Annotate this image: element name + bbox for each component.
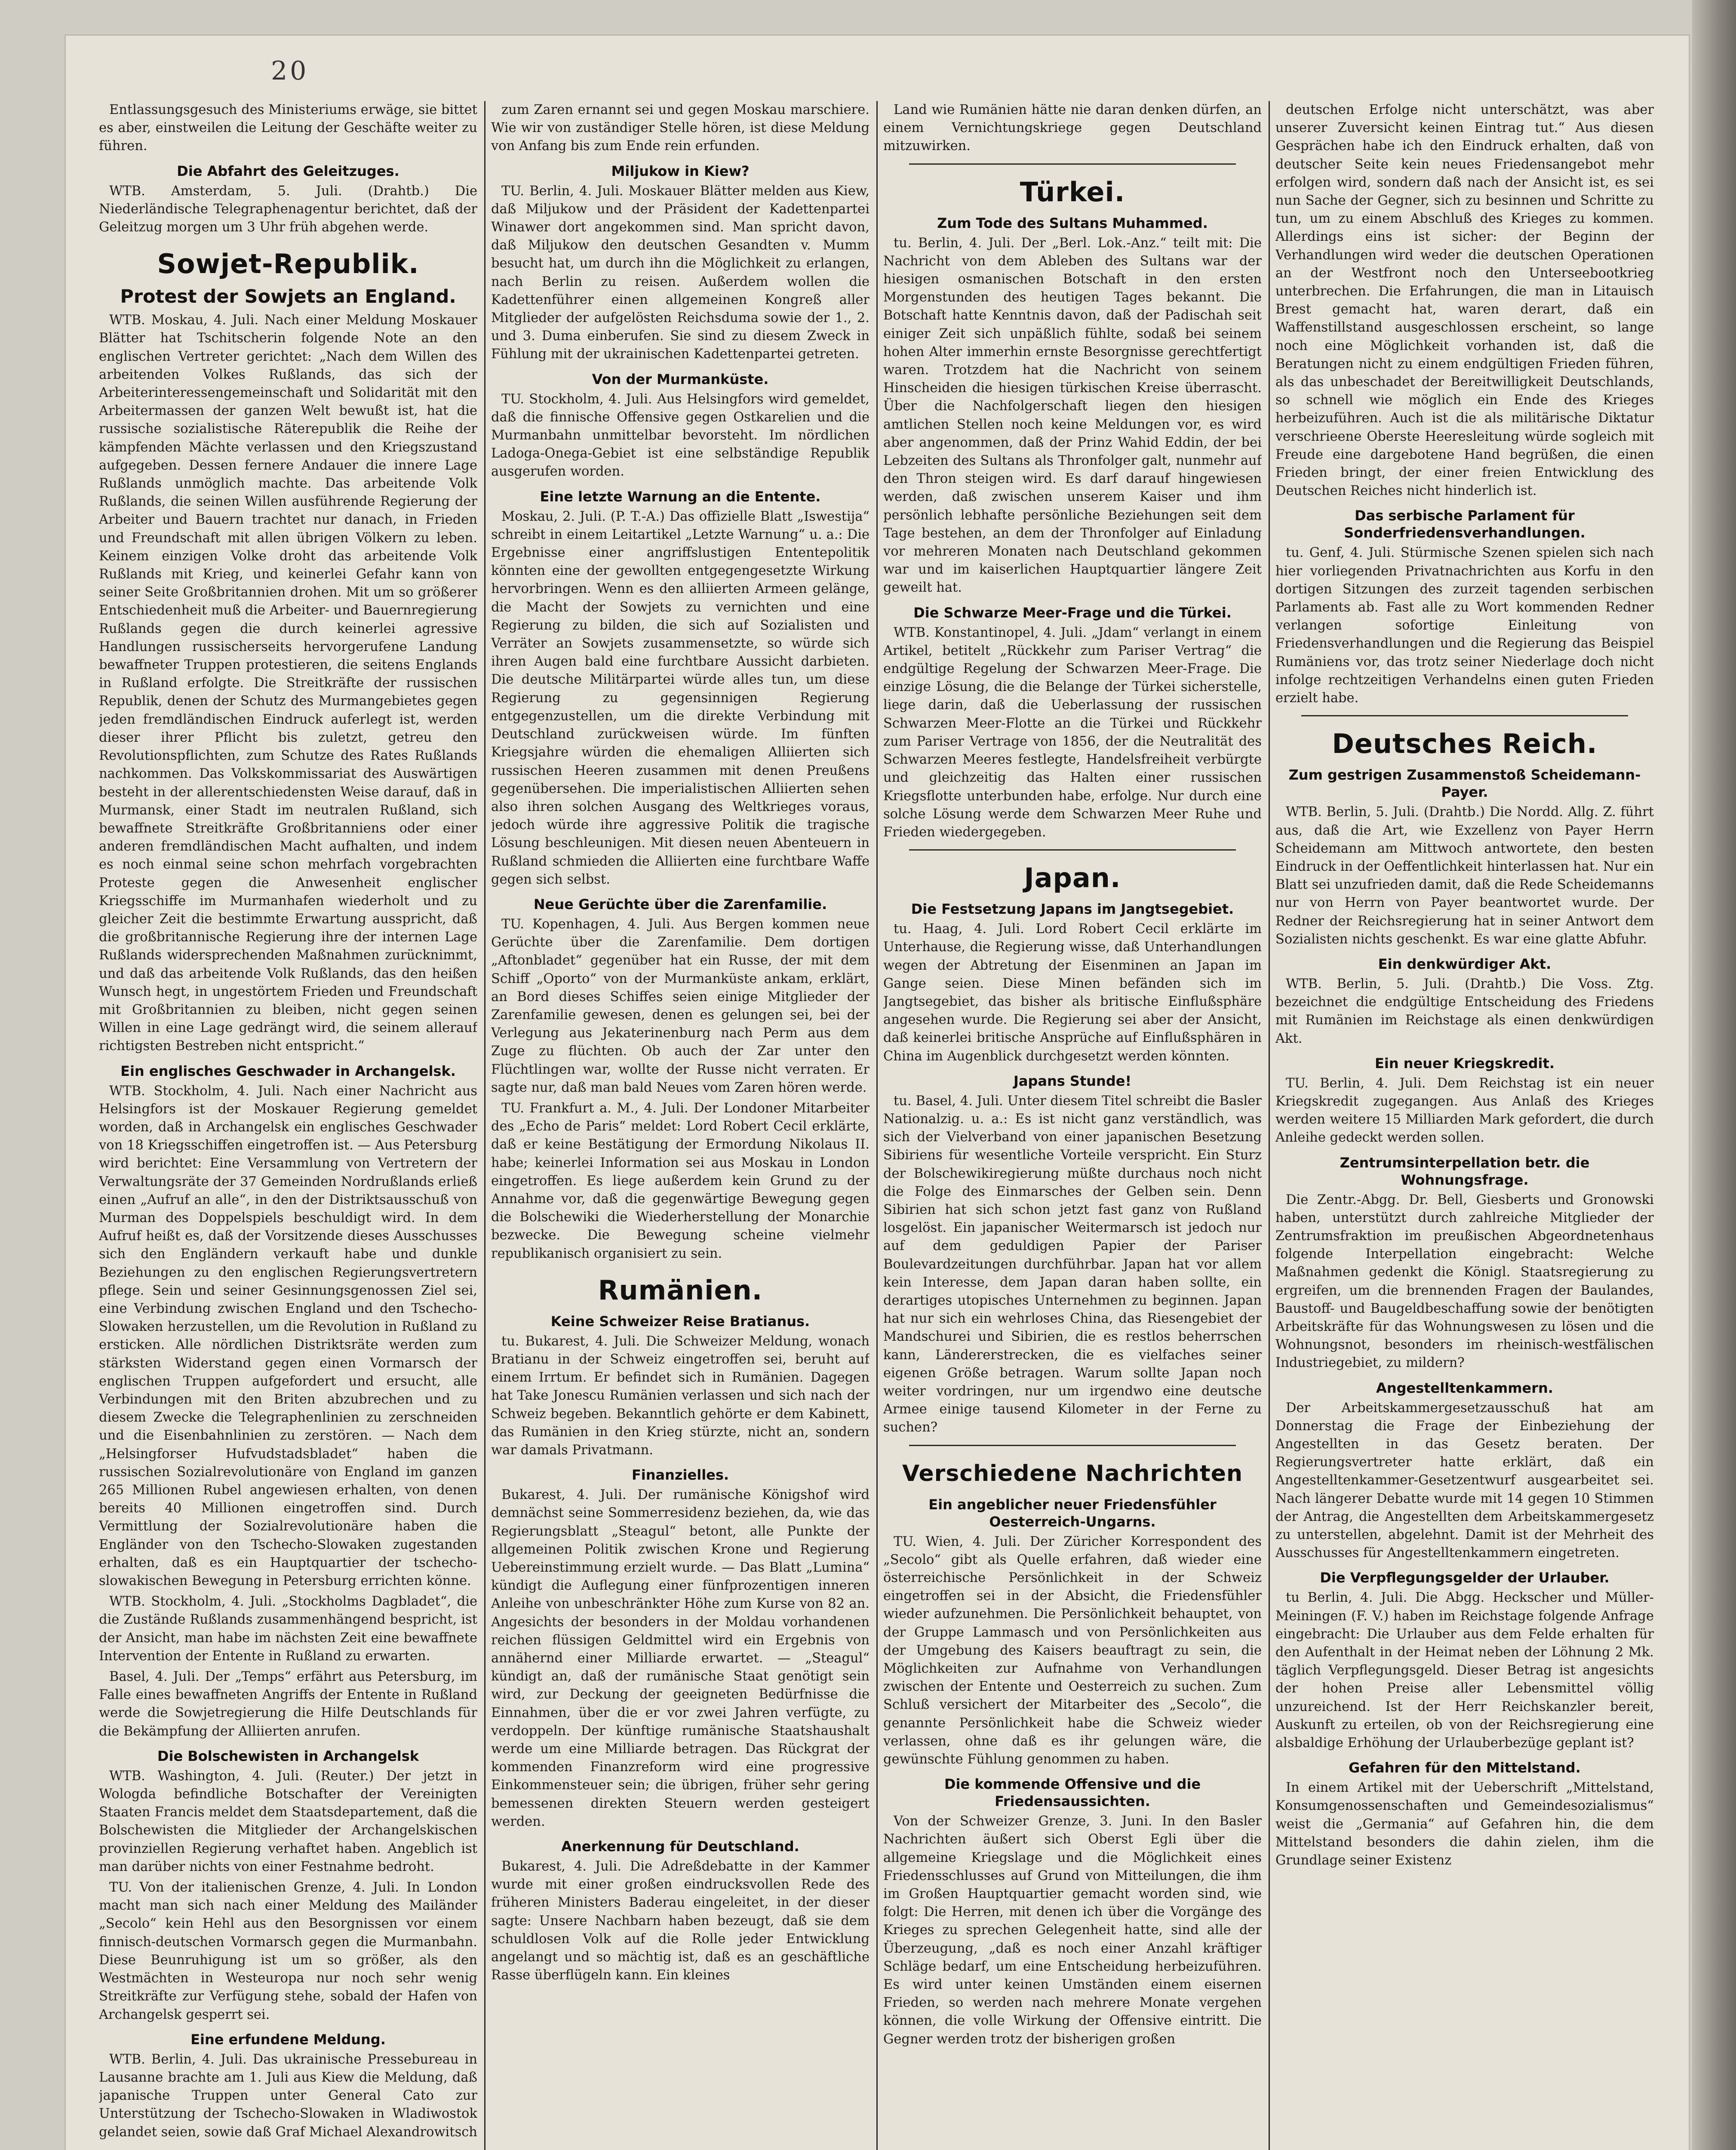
article-continuation: Entlassungsgesuch des Ministeriums erwäge, sie bittet es aber, einstweilen die Leitung der Geschäfte weiter zu führen. <box>99 102 477 154</box>
book-spine <box>1692 0 1736 2150</box>
section-separator <box>909 1445 1236 1446</box>
section-separator <box>909 163 1236 165</box>
article-body: TU. Stockholm, 4. Juli. Aus Helsingfors wird gemeldet, daß die finnische Offensive gegen Ostkarelien und die Murmanbahn unmittelbar bevorsteht. Im nördlichen Ladoga-Onega-Gebiet ist eine selbständige Republik ausgerufen worden. <box>491 391 870 479</box>
article-body: Von der Schweizer Grenze, 3. Juni. In den Basler Nachrichten äußert sich Oberst Egli über die allgemeine Kriegslage und die Möglichkeit eines Friedensschlusses auf Grund von Mitteilungen, die ihm im Großen Hauptquartier gemacht worden sind, wie folgt: Die Herren, mit denen ich über die Vorgänge des Krieges zu sprechen Gelegenheit hatte, sind alle der Überzeugung, „daß es noch einer Anzahl kräftiger Schläge bedarf, um eine Entscheidung herbeizuführen. Es wird unter keinen Umständen einem eisernen Frieden, so werden nach mehrere Monate vergehen können, die volle Wirkung der Offensive eintritt. Die Gegner werden trotz der bisherigen großen <box>883 1814 1262 2047</box>
column-rule <box>876 101 878 2150</box>
article-body: Moskau, 2. Juli. (P. T.-A.) Das offizielle Blatt „Iswestija“ schreibt in einem Leitartikel „Letzte Warnung“ u. a.: Die Ergebnisse einer angriffslustigen Ententepolitik könnten eine der gewollten entgegengesetzte Wirkung hervorbringen. Wenn es den alliierten Armeen gelänge, die Macht der Sowjets zu vernichten und eine Regierung zu bilden, die sich auf Sozialisten und Verräter an Sowjets zusammensetzte, so würde sich ihren Augen bald eine furchtbare Aussicht darbieten. Die deutsche Militärpartei würde alles tun, um diese Regierung zu gegensinnigen Regierung entgegenzustellen, um die direkte Verbindung mit Deutschland zurückweisen würde. Im fünften Kriegsjahre würden die ehemaligen Alliierten sich russischen Heeren zusammen mit denen Preußens gegenübersehen. Die imperialistischen Alliierten sehen also ihren solchen Ausgang des Weltkrieges voraus, jedoch würde ihre aggressive Politik die tragische Lösung beschleunigen. Mit diesen neuen Abenteuern in Rußland schmieden die Alliierten eine furchtbare Waffe gegen sich selbst. <box>491 509 870 887</box>
article-body: TU. Berlin, 4. Juli. Dem Reichstag ist ein neuer Kriegskredit zugegangen. Aus Anlaß des Krieges werden weitere 15 Milliarden Mark gefordert, die durch Anleihe gedeckt werden sollen. <box>1275 1075 1654 1146</box>
article-heading: Zum Tode des Sultans Muhammed. <box>937 215 1208 231</box>
article-heading: Die Abfahrt des Geleitzuges. <box>177 163 399 179</box>
article-heading: Ein neuer Kriegskredit. <box>1375 1055 1555 1072</box>
section-heading: Deutsches Reich. <box>1332 728 1598 760</box>
article-heading: Neue Gerüchte über die Zarenfamilie. <box>533 896 827 912</box>
section-heading: Sowjet-Republik. <box>157 248 419 280</box>
article-heading: Die Festsetzung Japans im Jangtsegebiet. <box>911 901 1234 918</box>
article-body: WTB. Stockholm, 4. Juli. „Stockholms Dagbladet“, die die Zustände Rußlands zusammenhängend bespricht, ist der Ansicht, man habe im nächsten Zeit eine bewaffnete Intervention der Entente in Rußland zu erwarten. <box>99 1594 477 1664</box>
article-body: TU. Von der italienischen Grenze, 4. Juli. In London macht man sich nach einer Meldung des Mailänder „Secolo“ kein Hehl aus den Besorgnissen vor einem finnisch-deutschen Vormarsch gegen die Murmanbahn. Diese Beunruhigung ist um so größer, als den Westmächten in Westeuropa nur noch sehr wenig Streitkräfte zur Verfügung stehe, sobald der Hafen von Archangelsk gesperrt sei. <box>99 1880 477 2022</box>
section-heading: Verschiedene Nachrichten <box>902 1460 1243 1487</box>
article-heading: Das serbische Parlament für Sonderfriedensverhandlungen. <box>1344 507 1585 541</box>
article-continuation: deutschen Erfolge nicht unterschätzt, was aber unserer Zuversicht keinen Eintrag tut.“ Aus diesen Gesprächen habe ich den Eindruck erhalten, daß von deutscher Seite kein neues Friedensangebot mehr erfolgen wird, sondern daß nach der Ansicht ist, es sei nun Sache der Gegner, sich zu besinnen und Schritte zu tun, um zu einem Abschluß des Krieges zu kommen. Allerdings eins ist sicher: der Beginn der Verhandlungen wird weder die deutschen Operationen an der Westfront noch den Unterseebootkrieg unterbrechen. Die Erfahrungen, die man in Litauisch Brest gemacht hat, waren derart, daß ein Waffenstillstand ausgeschlossen erscheint, so lange noch eine Möglichkeit vorhanden ist, daß die Beratungen nicht zu einem endgültigen Frieden führen, als das unbeschadet der Bereitwilligkeit Deutschlands, so schnell wie möglich ein Ende des Krieges herbeizuführen. Auch ist die als militärische Diktatur verschrieene Oberste Heeresleitung würde sogleich mit Freude eine dargebotene Hand begrüßen, die einen Frieden bringt, der einer freien Entwicklung des Deutschen Reiches nicht hinderlich ist. <box>1275 102 1654 499</box>
article-heading: Miljukow in Kiew? <box>611 163 750 179</box>
section-separator <box>1301 715 1628 716</box>
column-3 <box>883 101 1262 2150</box>
article-body: Der Arbeitskammergesetzausschuß hat am Donnerstag die Frage der Einbeziehung der Angestellten in das Gesetz beraten. Der Regierungsvertreter hatte erklärt, daß ein Angestelltenkammer-Gesetzentwurf ausgearbeitet sei. Nach längerer Debatte wurde mit 14 gegen 10 Stimmen der Antrag, die Angestellten dem Arbeitskammergesetz zu unterstellen, abgelehnt. Damit ist der Mehrheit des Ausschusses für Angestelltenkammern eingetreten. <box>1275 1400 1654 1561</box>
article-body: tu Berlin, 4. Juli. Die Abgg. Heckscher und Müller-Meiningen (F. V.) haben im Reichstage folgende Anfrage eingebracht: Die Urlauber aus dem Felde erhalten für den Aufenthalt in der Heimat neben der Löhnung 2 Mk. täglich Verpflegungsgeld. Dieser Betrag ist angesichts der hohen Preise aller Lebensmittel völlig unzureichend. Ist der Herr Reichskanzler bereit, Auskunft zu erteilen, ob von der Reichsregierung eine alsbaldige Erhöhung der Urlauberbezüge geplant ist? <box>1275 1590 1654 1751</box>
article-body: tu. Berlin, 4. Juli. Der „Berl. Lok.-Anz.“ teilt mit: Die Nachricht von dem Ableben des Sultans war der hiesigen osmanischen Botschaft in den ersten Morgenstunden des heutigen Tages bekannt. Die Botschaft hatte Kenntnis davon, daß der Padischah seit einiger Zeit sich unpäßlich fühlte, sodaß bei seinem hohen Alter immerhin ernste Besorgnisse gerechtfertigt waren. Trotzdem hat die Nachricht von seinem Hinscheiden die hiesigen türkischen Kreise überrascht. Über die Nachfolgerschaft liegen den hiesigen amtlichen Stellen noch keine Meldungen vor, es wird aber angenommen, daß der Prinz Wahid Eddin, der bei Lebzeiten des Sultans als Thronfolger galt, nunmehr auf den Thron steigen wird. Es darf darauf hingewiesen werden, daß zwischen unserem Kaiser und ihm persönlich lebhafte persönliche Beziehungen seit dem Tage bestehen, an dem der Thronfolger auf Einladung vor mehreren Monaten nach Deutschland gekommen war und im kaiserlichen Hauptquartier längere Zeit geweilt hat. <box>883 235 1262 596</box>
article-heading: Von der Murmanküste. <box>592 371 769 387</box>
column-rule <box>1269 101 1270 2150</box>
article-heading: Japans Stunde! <box>1013 1072 1132 1089</box>
article-body: WTB. Moskau, 4. Juli. Nach einer Meldung Moskauer Blätter hat Tschitscherin folgende Note an den englischen Vertreter gerichtet: „Nach dem Willen des arbeitenden Volkes Rußlands, das sich der Arbeiterinteressengemeinschaft und Solidarität mit den Arbeitermassen der ganzen Welt bewußt ist, hat die russische sozialistische Räterepublik die Reihe der kämpfenden Mächte verlassen und den Kriegszustand aufgegeben. Dessen fernere Andauer die innere Lage Rußlands unmöglich machte. Das arbeitende Volk Rußlands, die seinen Willen ausführende Regierung der Arbeiter und Bauern trachtet nur danach, in Frieden und Freundschaft mit allen übrigen Völkern zu leben. Keinem einzigen Volke droht das arbeitende Volk Rußlands mit Krieg, und keinerlei Gefahr kann von seiner Seite Großbritannien drohen. Mit um so größerer Entschiedenheit muß die Arbeiter- und Bauernregierung Rußlands gegen die durch keinerlei agressive Handlungen russischerseits hervorgerufene Landung bewaffneter Truppen protestieren, die seitens Englands in Rußland erfolgte. Die Streitkräfte der russischen Republik, denen der Schutz des Murmangebietes gegen jeden fremdländischen Eindruck auferlegt ist, werden dieser ihrer Pflicht bis zuletzt, getreu den Revolutionspflichten, zum Schutze des Rates Rußlands nachkommen. Das Volkskommissariat des Auswärtigen besteht in der allerentschiedensten Weise darauf, daß in Murmansk, einer Stadt im neutralen Rußland, sich bewaffnete Streitkräfte Großbritanniens oder einer anderen fremdländischen Macht aufhalten, und indem es noch einmal seine schon mehrfach vorgebrachten Proteste gegen die Anwesenheit englischer Kriegsschiffe im Murmanhafen wiederholt und zu gleicher Zeit die bestimmte Erwartung ausspricht, daß die großbritannische Regierung ihre der internen Lage Rußlands widersprechenden Maßnahmen zurücknimmt, und daß das arbeitende Volk Rußlands, das den heißen Wunsch hegt, in ungestörtem Frieden und Freundschaft mit Großbritannien zu bleiben, nicht gegen seinen Willen in eine Lage gedrängt wird, die seinem allerauf richtigsten Bestreben nicht entspricht.“ <box>99 313 477 1054</box>
article-body: tu. Basel, 4. Juli. Unter diesem Titel schreibt die Basler Nationalzig. u. a.: Es ist nicht ganz verständlich, was sich der Vielverband von einer japanischen Besetzung Sibiriens für wesentliche Vorteile verspricht. Ein Sturz der Bolschewikiregierung müßte durchaus noch nicht die Folge des Einmarsches der Gelben sein. Denn Sibirien hat sich schon jetzt fast ganz von Rußland losgelöst. Ein japanischer Weitermarsch ist jedoch nur auf dem geduldigen Papier der Pariser Boulevardzeitungen durchführbar. Japan hat vor allem kein Interesse, dem Japan daran haben sollte, ein derartiges utopisches Unternehmen zu beginnen. Japan hat nur sich ein wehrloses China, das Riesengebiet der Mandschurei und Sibirien, die es restlos beherrschen kann, Ländererstrecken, die es vielfaches seiner eigenen Größe betragen. Warum sollte Japan noch weiter vordringen, nur um irgendwo eine deutsche Armee einige tausend Kilometer in der Ferne zu suchen? <box>883 1093 1262 1435</box>
newspaper-page <box>65 34 1690 2150</box>
column-2 <box>491 101 870 2150</box>
article-body: Die Zentr.-Abgg. Dr. Bell, Giesberts und Gronowski haben, unterstützt durch zahlreiche Mitglieder der Zentrumsfraktion im preußischen Abgeordnetenhaus folgende Interpellation eingebracht: Welche Maßnahmen gedenkt die Königl. Staatsregierung zu ergreifen, um die brennenden Fragen der Baulandes, Baustoff- und Baugeldbeschaffung sowie der benötigten Arbeitskräfte für das Wohnungswesen zu lösen und die Wohnungsnot, besonders im rheinisch-westfälischen Industriegebiet, zu mildern? <box>1275 1192 1654 1371</box>
article-body: Basel, 4. Juli. Der „Temps“ erfährt aus Petersburg, im Falle eines bewaffneten Angriffs der Entente in Rußland werde die Sowjetregierung die Hilfe Deutschlands für die Bekämpfung der Alliierten anrufen. <box>99 1669 477 1739</box>
article-heading: Zum gestrigen Zusammenstoß Scheidemann-Payer. <box>1288 767 1641 801</box>
article-body: In einem Artikel mit der Ueberschrift „Mittelstand, Konsumgenossenschaften und Gemeindesozialismus“ weist die „Germania“ auf Gefahren hin, die dem Mittelstand besonders die dahin zielen, ihm die Grundlage seiner Existenz <box>1275 1780 1654 1868</box>
article-body: tu. Genf, 4. Juli. Stürmische Szenen spielen sich nach hier vorliegenden Privatnachrichten aus Korfu in den dortigen Sitzungen des zurzeit tagenden serbischen Parlaments ab. Fast alle zu Wort kommenden Redner verlangen sofortige Einleitung von Friedensverhandlungen und die Regierung das Beispiel Rumäniens vor, das trotz seiner Niederlage doch nicht infolge rechtzeitigen Verhandelns einen guten Frieden erzielt habe. <box>1275 545 1654 706</box>
column-4 <box>1275 101 1654 2150</box>
article-heading: Finanzielles. <box>631 1467 729 1484</box>
article-body: tu. Bukarest, 4. Juli. Die Schweizer Meldung, wonach Bratianu in der Schweiz eingetroffen sei, beruht auf einem Irrtum. Er befindet sich in Rumänien. Dagegen hat Take Jonescu Rumänien verlassen und sich nach der Schweiz begeben. Bekanntlich gehörte er dem Kabinett, das Rumänien in den Krieg stürzte, nicht an, sondern war damals Privatmann. <box>491 1333 870 1458</box>
article-heading: Eine erfundene Meldung. <box>190 2031 386 2048</box>
column-1 <box>99 101 477 2150</box>
section-separator <box>909 849 1236 851</box>
article-body: WTB. Konstantinopel, 4. Juli. „Jdam“ verlangt in einem Artikel, betitelt „Rückkehr zum Pariser Vertrag“ die endgültige Regelung der Schwarzen Meer-Frage. Die einzige Lösung, die die Belange der Türkei sicherstelle, liege darin, daß die Ueberlassung der russischen Schwarzen Meer-Flotte an die Türkei und Rückkehr zum Pariser Vertrage von 1856, der die Neutralität des Schwarzen Meeres festlegte, Handelsfreiheit verbürgte und gleichzeitig das Halten einer russischen Kriegsflotte unterbunden habe, erfolge. Nur durch eine solche Lösung werde dem Schwarzen Meer Ruhe und Frieden wiedergegeben. <box>883 625 1262 840</box>
article-heading: Ein denkwürdiger Akt. <box>1378 955 1552 972</box>
article-body: TU. Frankfurt a. M., 4. Juli. Der Londoner Mitarbeiter des „Echo de Paris“ meldet: Lord Robert Cecil erklärte, daß er keine Bestätigung der Ermordung Nikolaus II. habe; keinerlei Information sei aus Moskau in London eingetroffen. Es liege außerdem kein Grund zu der Annahme vor, daß die gegenwärtige Bewegung gegen die Bolschewiki die Wiederherstellung der Monarchie bezwecke. Die Bewegung scheine vielmehr republikanisch organisiert zu sein. <box>491 1100 870 1261</box>
article-heading: Die Verpflegungsgelder der Urlauber. <box>1320 1570 1610 1586</box>
article-heading: Ein englisches Geschwader in Archangelsk. <box>120 1063 456 1079</box>
article-body: Bukarest, 4. Juli. Der rumänische Königshof wird demnächst seine Sommerresidenz beziehen, da, wie das Regierungsblatt „Steagul“ betont, alle Punkte der allgemeinen Politik zwischen Krone und Regierung Uebereinstimmung erzielt wurde. — Das Blatt „Lumina“ kündigt die Auflegung einer fünfprozentigen inneren Anleihe von unbeschränkter Höhe zum Kurse von 82 an. Angesichts der besonders in der Moldau vorhandenen reichen flüssigen Geldmittel wird ein Ergebnis von annähernd einer Milliarde erwartet. — „Steagul“ kündigt an, daß der rumänische Staat genötigt sein wird, zur Deckung der geeigneten Bedürfnisse die Einnahmen, über die er vor zwei Jahren verfügte, zu verdoppeln. Der künftige rumänische Staatshaushalt werde um eine Milliarde betragen. Das Rückgrat der kommenden Finanzreform wird eine progressive Einkommensteuer sein; die übrigen, früher sehr gering bemessenen direkten Steuern werden gesteigert werden. <box>491 1487 870 1829</box>
article-heading: Keine Schweizer Reise Bratianus. <box>550 1313 810 1330</box>
page-number: 20 <box>271 56 309 86</box>
article-body: TU. Kopenhagen, 4. Juli. Aus Bergen kommen neue Gerüchte über die Zarenfamilie. Dem dortigen „Aftonbladet“ gegenüber hat ein Russe, der mit dem Schiff „Oporto“ von der Murmanküste ankam, erklärt, an Bord dieses Schiffes seien einige Mitglieder der Zarenfamilie gewesen, denen es gelungen sei, bei der Verlegung aus Jekaterinenburg nach Perm aus dem Zuge zu flüchten. Ob auch der Zar unter den Flüchtlingen war, wollte der Russe nicht verraten. Er sagte nur, daß man bald Neues vom Zaren hören werde. <box>491 916 870 1095</box>
article-body: WTB. Amsterdam, 5. Juli. (Drahtb.) Die Niederländische Telegraphenagentur berichtet, daß der Geleitzug morgen um 3 Uhr früh abgehen werde. <box>99 183 477 235</box>
article-body: WTB. Berlin, 5. Juli. (Drahtb.) Die Nordd. Allg. Z. führt aus, daß die Art, wie Exzellenz von Payer Herrn Scheidemann am Mittwoch antwortete, den besten Eindruck in der Oeffentlichkeit hinterlassen hat. Nur ein Blatt sei unzufrieden damit, daß die Rede Scheidemanns nur von Herrn von Payer beantwortet wurde. Der Redner der Reichsregierung hat in seiner Antwort dem Sozialisten nichts geschenkt. Es war eine glatte Abfuhr. <box>1275 805 1654 947</box>
section-heading: Rumänien. <box>598 1274 763 1306</box>
article-body: Bukarest, 4. Juli. Die Adreßdebatte in der Kammer wurde mit einer großen eindrucksvollen Rede des früheren Ministers Baderau eingeleitet, in der dieser sagte: Unsere Nachbarn haben bezeugt, daß sie dem schuldlosen Volk auf die Rolle jeder Entwicklung angelangt und so mächtig ist, daß es an geschäftliche Rasse überflügeln kann. Ein kleines <box>491 1859 870 1983</box>
columns <box>99 101 1656 2150</box>
article-heading: Die Schwarze Meer-Frage und die Türkei. <box>913 604 1232 621</box>
section-heading: Japan. <box>1024 862 1121 894</box>
article-heading: Gefahren für den Mittelstand. <box>1349 1760 1581 1776</box>
section-heading: Türkei. <box>1020 176 1125 208</box>
article-body: tu. Haag, 4. Juli. Lord Robert Cecil erklärte im Unterhause, die Regierung wisse, daß Unterhandlungen wegen der Abtretung der Eisenminen an Japan im Gange seien. Diese Minen befänden sich im Jangtsegebiet, das bisher als britische Einflußsphäre angesehen wurde. Die Regierung sei aber der Ansicht, daß keinerlei britische Ansprüche auf Einflußsphären in China im Augenblick durchgesetzt werden könnten. <box>883 921 1262 1064</box>
article-continuation: Land wie Rumänien hätte nie daran denken dürfen, an einem Vernichtungskriege gegen Deutschland mitzuwirken. <box>883 102 1262 154</box>
article-heading: Die kommende Offensive und die Friedensaussichten. <box>944 1776 1201 1810</box>
article-body: TU. Berlin, 4. Juli. Moskauer Blätter melden aus Kiew, daß Miljukow und der Präsident der Kadettenpartei Winawer dort angekommen sind. Man spricht davon, daß Miljukow den deutschen Gesandten v. Mumm besucht hat, um durch ihn die Möglichkeit zu erlangen, nach Berlin zu reisen. Außerdem wollen die Kadettenführer einen allgemeinen Kongreß aller Mitglieder der aufgelösten Reichsduma sowie der 1., 2. und 3. Duma einberufen. Sie sind zu diesem Zweck in Fühlung mit der ukrainischen Kadettenpartei getreten. <box>491 183 870 362</box>
article-body: WTB. Washington, 4. Juli. (Reuter.) Der jetzt in Wologda befindliche Botschafter der Vereinigten Staaten Francis meldet dem Staatsdepartement, daß die Bolschewisten die Mitglieder der Archangelskischen provinziellen Regierung verhaftet haben. Angeblich ist man darüber nichts von einer Festnahme bedroht. <box>99 1768 477 1874</box>
article-body: WTB. Stockholm, 4. Juli. Nach einer Nachricht aus Helsingfors ist der Moskauer Regierung gemeldet worden, daß in Archangelsk ein englisches Geschwader von 18 Kriegsschiffen eingetroffen ist. — Aus Petersburg wird berichtet: Eine Versammlung von Vertretern der Verwaltungsräte der 37 Gemeinden Nordrußlands erließ einen „Aufruf an alle“, in den der Distriktsausschuß von Murman des Doppelspiels beschuldigt wird. In dem Aufruf heißt es, daß der Vorsitzende dieses Ausschusses sich den Engländern verkauft habe und dunkle Beziehungen zu den englischen Regierungsvertretern pflege. Sein und seiner Gesinnungsgenossen Ziel sei, eine Verbindung zwischen England und den Tschecho-Slowaken herzustellen, um die Revolution in Rußland zu ersticken. Alle nördlichen Distriktsräte werden zum stärksten Widerstand gegen einen Vormarsch der englischen Truppen aufgefordert und ersucht, alle Verbindungen mit den Briten abzubrechen und zu diesem Zwecke die Telegraphenlinien zu zerschneiden und die Eisenbahnlinien zu zerstören. — Nach dem „Helsingforser Hufvudstadsbladet“ haben die russischen Sozialrevolutionäre von England im ganzen 265 Millionen Rubel angewiesen erhalten, von denen bereits 40 Millionen eingetroffen sind. Durch Vermittlung der Sozialrevolutionäre haben die Engländer von den Tschecho-Slowaken zugestanden erhalten, daß es ein Hauptquartier der tschecho-slowakischen Bewegung in Petersburg errichten könne. <box>99 1083 477 1589</box>
column-rule <box>484 101 485 2150</box>
article-body: WTB. Berlin, 4. Juli. Das ukrainische Pressebureau in Lausanne brachte am 1. Juli aus Kiew die Meldung, daß japanische Truppen unter General Cato zur Unterstützung der Tschecho-Slowaken in Wladiwostok gelandet seien, sowie daß Graf Michael Alexandrowitsch <box>99 2052 477 2140</box>
article-body: TU. Wien, 4. Juli. Der Züricher Korrespondent des „Secolo“ gibt als Quelle erfahren, daß wieder eine österreichische Persönlichkeit in der Schweiz eingetroffen sei in der Absicht, die Friedensfühler wieder aufzunehmen. Die Persönlichkeit behauptet, von der Gruppe Lammasch und von Persönlichkeiten aus der Umgebung des Kaisers beauftragt zu sein, die Möglichkeiten zur Aufnahme von Verhandlungen zwischen der Entente und Oesterreich zu suchen. Zum Schluß versichert der Mitarbeiter des „Secolo“, die genannte Persönlichkeit habe die Schweiz wieder verlassen, ohne daß es ihr gelungen wäre, die gewünschte Fühlung genommen zu haben. <box>883 1534 1262 1767</box>
article-headline: Protest der Sowjets an England. <box>120 286 456 308</box>
article-heading: Anerkennung für Deutschland. <box>561 1838 799 1855</box>
article-heading: Die Bolschewisten in Archangelsk <box>157 1748 419 1764</box>
article-continuation: zum Zaren ernannt sei und gegen Moskau marschiere. Wie wir von zuständiger Stelle hören, ist diese Meldung von Anfang bis zum Ende rein erfunden. <box>491 102 870 154</box>
article-heading: Angestelltenkammern. <box>1376 1379 1553 1396</box>
article-heading: Zentrumsinterpellation betr. die Wohnungsfrage. <box>1340 1154 1590 1188</box>
article-heading: Ein angeblicher neuer Friedensfühler Oesterreich-Ungarns. <box>928 1496 1217 1530</box>
article-body: WTB. Berlin, 5. Juli. (Drahtb.) Die Voss. Ztg. bezeichnet die endgültige Entscheidung des Friedens mit Rumänien im Reichstage als einen denkwürdigen Akt. <box>1275 976 1654 1046</box>
article-heading: Eine letzte Warnung an die Entente. <box>540 488 821 505</box>
